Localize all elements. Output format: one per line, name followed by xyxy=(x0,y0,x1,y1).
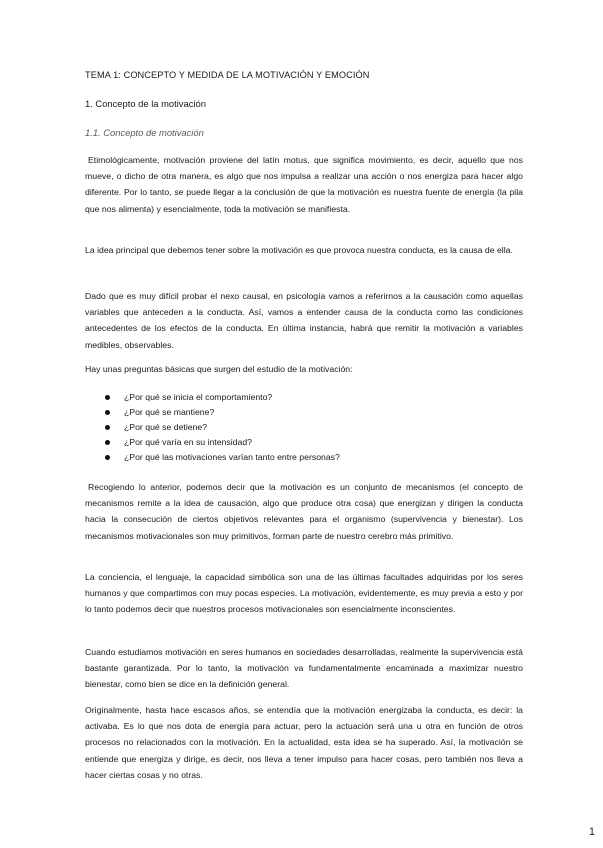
section-heading: 1. Concepto de la motivación xyxy=(85,98,206,109)
document-title: TEMA 1: CONCEPTO Y MEDIDA DE LA MOTIVACIÓN Y EMOCIÓN xyxy=(85,70,370,80)
list-item: ¿Por qué se detiene? xyxy=(85,420,523,435)
paragraph-causation: Dado que es muy difícil probar el nexo causal, en psicología vamos a referirnos a la causación como aquellas variables que anteceden a la conducta. Así, vamos a entender causa de la conducta como las condiciones antecedentes de los efectos de la conducta. En última instancia, habrá que remitir la motivación a variables medibles, observables. xyxy=(85,291,523,350)
paragraph-wellbeing: Cuando estudiamos motivación en seres humanos en sociedades desarrolladas, realmente la supervivencia está bastante garantizada. Por lo tanto, la motivación va fundamentalmente encaminada a maximizar nuestro bienestar, como bien se dice en la definición general. xyxy=(85,647,523,690)
paragraph-main-idea: La idea principal que debemos tener sobre la motivación es que provoca nuestra conducta, es la causa de ella. xyxy=(85,245,513,255)
bullet-icon xyxy=(105,440,110,445)
paragraph-originally: Originalmente, hasta hace escasos años, se entendía que la motivación energizaba la conducta, es decir: la activaba. Es lo que nos dota de energía para actuar, pero la actuación será una u otra en función de otros procesos no relacionados con la motivación. En la actualidad, esta idea se ha superado. Así, la motivación se entiende que energiza y dirige, es decir, nos lleva a tener impulso para hacer cosas, pero también nos lleva a hacer ciertas cosas y no otras. xyxy=(85,705,523,780)
list-item: ¿Por qué las motivaciones varían tanto entre personas? xyxy=(85,450,523,465)
list-item: ¿Por qué se mantiene? xyxy=(85,405,523,420)
page-number: 1 xyxy=(588,826,595,838)
paragraph-summary: Recogiendo lo anterior, podemos decir que la motivación es un conjunto de mecanismos (el concepto de mecanismos remite a la idea de causación, algo que produce otra cosa) que energizan y dirigen la conducta hacia la consecución de ciertos objetivos relevantes para el organismo (supervivencia y bienestar). Los mecanismos motivacionales son muy primitivos, forman parte de nuestro cerebro más primitivo. xyxy=(85,482,523,541)
list-item: ¿Por qué varía en su intensidad? xyxy=(85,435,523,450)
bullet-icon xyxy=(105,425,110,430)
subsection-heading: 1.1. Concepto de motivación xyxy=(85,127,204,138)
paragraph-questions-intro: Hay unas preguntas básicas que surgen del estudio de la motivación: xyxy=(85,364,353,374)
questions-list xyxy=(85,390,523,465)
bullet-icon xyxy=(105,410,110,415)
bullet-icon xyxy=(105,395,110,400)
bullet-icon xyxy=(105,455,110,460)
list-item: ¿Por qué se inicia el comportamiento? xyxy=(85,390,523,405)
paragraph-consciousness: La conciencia, el lenguaje, la capacidad simbólica son una de las últimas facultades adquiridas por los seres humanos y que compartimos con muy pocas especies. La motivación, evidentemente, es muy previa a esto y por lo tanto podemos decir que nuestros procesos motivacionales son esencialmente inconscientes. xyxy=(85,572,523,615)
paragraph-etymology: Etimológicamente, motivación proviene del latín motus, que significa movimiento, es decir, aquello que nos mueve, o dicho de otra manera, es algo que nos impulsa a realizar una acción o nos energiza para hacer algo diferente. Por lo tanto, se puede llegar a la conclusión de que la motivación es nuestra fuente de energía (la pila que nos alimenta) y esencialmente, toda la motivación se manifiesta. xyxy=(85,155,523,214)
